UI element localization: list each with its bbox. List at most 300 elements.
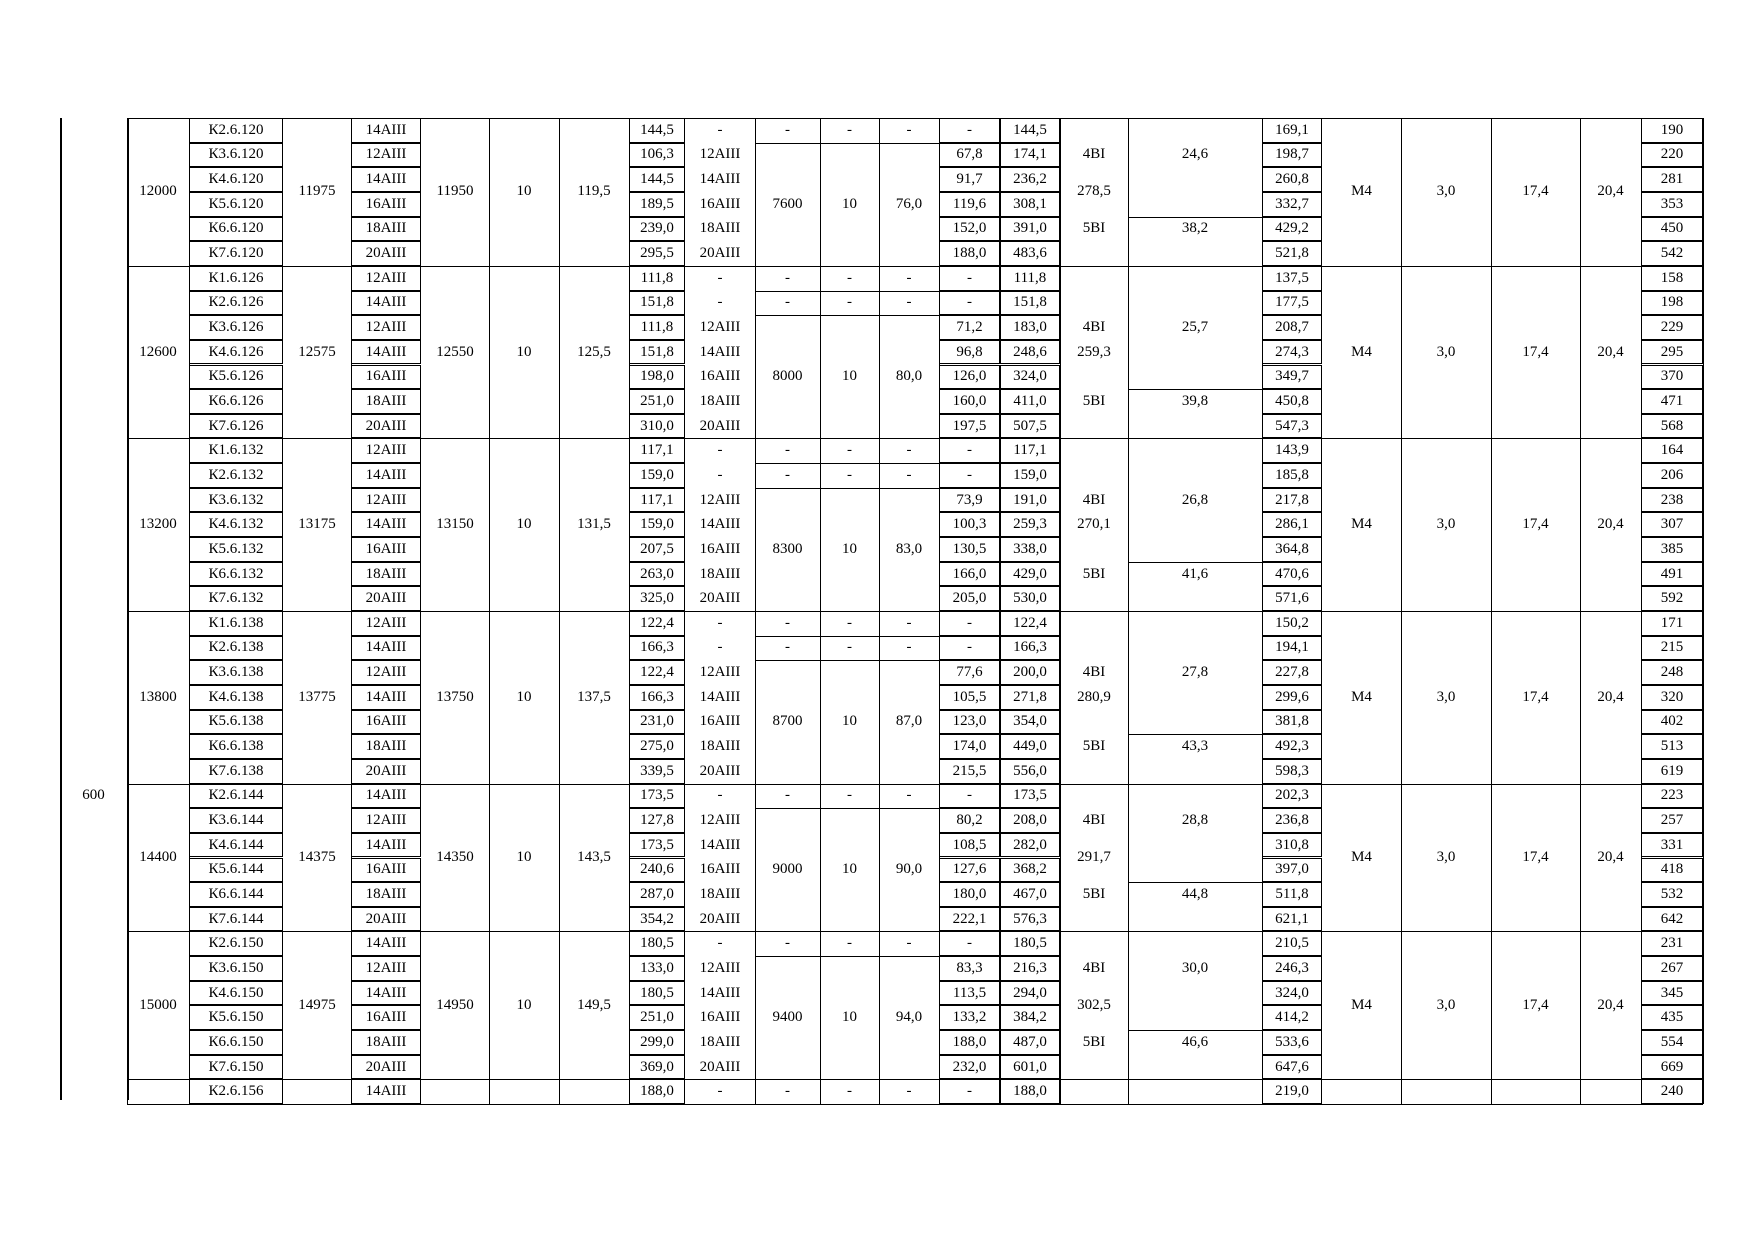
mass-a: 173,5 bbox=[640, 836, 674, 853]
final-mass: 568 bbox=[1660, 417, 1684, 434]
product-mark: К3.6.120 bbox=[208, 146, 264, 163]
main-bar: 12АIII bbox=[365, 442, 407, 459]
main-bar: 18АIII bbox=[365, 220, 407, 237]
total-mass: 450,8 bbox=[1275, 392, 1309, 409]
dash-b: - bbox=[847, 121, 852, 138]
mass-a: 180,5 bbox=[640, 984, 674, 1001]
mass-a: 122,4 bbox=[640, 614, 674, 631]
mass-total: 174,1 bbox=[1013, 146, 1047, 163]
mass-d: - bbox=[967, 1083, 972, 1100]
mass-a: 117,1 bbox=[640, 442, 674, 459]
mass-d: 232,0 bbox=[952, 1058, 987, 1075]
main-bar: 12АIII bbox=[365, 959, 407, 976]
main-bar: 12АIII bbox=[365, 614, 407, 631]
extra-bar: 18АIII bbox=[699, 738, 741, 755]
dash-c: - bbox=[906, 466, 912, 483]
product-mark: К6.6.138 bbox=[208, 738, 264, 755]
total-mass: 219,0 bbox=[1275, 1083, 1309, 1100]
mass-a: 111,8 bbox=[640, 319, 674, 335]
final-mass: 320 bbox=[1660, 688, 1684, 705]
mass-d: 113,5 bbox=[952, 984, 987, 1001]
main-bar: 18АIII bbox=[365, 738, 407, 755]
block-length: 13800 bbox=[139, 688, 177, 705]
product-mark: К1.6.126 bbox=[208, 269, 264, 286]
block-n: 10 bbox=[516, 183, 532, 200]
extra-bar: 16АIII bbox=[699, 861, 741, 878]
mass-d: 133,2 bbox=[952, 1009, 987, 1026]
dash-c: - bbox=[906, 614, 912, 631]
product-mark: К1.6.138 bbox=[208, 614, 264, 631]
mass-d: 160,0 bbox=[952, 392, 987, 409]
product-mark: К5.6.132 bbox=[208, 540, 264, 557]
extra-bar: 18АIII bbox=[699, 565, 741, 582]
final-mass: 353 bbox=[1660, 195, 1684, 212]
final-mass: 450 bbox=[1660, 220, 1684, 237]
dash-a: - bbox=[785, 639, 790, 656]
main-bar: 14АIII bbox=[365, 516, 407, 533]
block-l2: 14350 bbox=[436, 848, 474, 865]
mass-a: 188,0 bbox=[640, 1083, 674, 1100]
block-l1: 13775 bbox=[298, 688, 336, 705]
mass-total: 308,1 bbox=[1013, 195, 1047, 212]
final-mass: 158 bbox=[1660, 269, 1684, 286]
mass-total: 122,4 bbox=[1013, 614, 1047, 631]
dash-row-line bbox=[755, 438, 939, 439]
block-c2: 17,4 bbox=[1522, 343, 1549, 360]
dash-row-line bbox=[755, 118, 939, 119]
final-mass: 471 bbox=[1660, 392, 1684, 409]
extra-bar: - bbox=[717, 787, 723, 804]
product-mark: К2.6.138 bbox=[208, 639, 264, 656]
extra-bar: 20АIII bbox=[699, 245, 741, 262]
total-mass: 571,6 bbox=[1275, 590, 1309, 607]
final-mass: 220 bbox=[1660, 146, 1684, 163]
main-bar: 20АIII bbox=[365, 762, 407, 779]
mass-a: 166,3 bbox=[640, 688, 674, 705]
main-bar: 12АIII bbox=[365, 146, 407, 163]
extra-bar: - bbox=[717, 442, 723, 459]
main-bar: 14АIII bbox=[365, 294, 407, 311]
main-bar: 14АIII bbox=[365, 466, 407, 483]
extra-bar: 12АIII bbox=[699, 319, 741, 335]
block-w1: 30,0 bbox=[1181, 959, 1209, 976]
final-mass: 619 bbox=[1660, 762, 1684, 779]
final-mass: 190 bbox=[1660, 121, 1684, 138]
mass-a: 117,1 bbox=[640, 491, 674, 508]
extra-bar: 16АIII bbox=[699, 195, 741, 212]
mass-d: 96,8 bbox=[956, 343, 983, 360]
final-mass: 295 bbox=[1660, 343, 1684, 360]
dash-c: - bbox=[906, 935, 912, 952]
mass-total: 338,0 bbox=[1013, 540, 1047, 557]
mass-total: 294,0 bbox=[1013, 984, 1047, 1001]
product-mark: К7.6.132 bbox=[208, 590, 264, 607]
product-mark: К7.6.144 bbox=[208, 910, 264, 927]
mass-d: - bbox=[967, 442, 972, 459]
product-mark: К6.6.120 bbox=[208, 220, 264, 237]
total-mass: 185,8 bbox=[1275, 466, 1309, 483]
block-steel-grade: M4 bbox=[1351, 343, 1372, 360]
mass-d: - bbox=[967, 121, 972, 138]
block-l2: 13150 bbox=[436, 516, 474, 533]
final-mass: 418 bbox=[1660, 861, 1684, 878]
column-line bbox=[1401, 118, 1402, 1104]
mass-d: 152,0 bbox=[952, 220, 987, 237]
extra-bar: 16АIII bbox=[699, 540, 741, 557]
block-c1: 3,0 bbox=[1436, 688, 1456, 705]
mass-a: 354,2 bbox=[640, 910, 674, 927]
final-mass: 240 bbox=[1660, 1083, 1684, 1100]
wire-class: 4ВI bbox=[1082, 491, 1106, 508]
block-c1: 3,0 bbox=[1436, 183, 1456, 200]
mass-d: 197,5 bbox=[952, 417, 987, 434]
mass-a: 251,0 bbox=[640, 1009, 674, 1026]
block-v1: 125,5 bbox=[577, 343, 611, 360]
block-length: 12000 bbox=[139, 183, 177, 200]
total-mass: 414,2 bbox=[1275, 1009, 1309, 1026]
product-mark: К2.6.126 bbox=[208, 294, 264, 311]
mass-total: 216,3 bbox=[1013, 959, 1047, 976]
dash-row-line bbox=[755, 291, 939, 292]
dash-a: - bbox=[785, 294, 790, 311]
column-line bbox=[1262, 118, 1263, 1104]
total-mass: 349,7 bbox=[1275, 368, 1309, 385]
dash-row-line bbox=[755, 266, 939, 267]
block-l1: 14975 bbox=[298, 996, 336, 1013]
product-mark: К3.6.138 bbox=[208, 664, 264, 681]
extra-bar: 16АIII bbox=[699, 1009, 741, 1026]
block-n: 10 bbox=[516, 343, 532, 360]
block-mid-a: 8700 bbox=[772, 713, 803, 730]
dash-b: - bbox=[847, 787, 852, 804]
block-c2: 17,4 bbox=[1522, 688, 1549, 705]
block-mid-b: 10 bbox=[842, 713, 857, 730]
mass-total: 200,0 bbox=[1013, 664, 1047, 681]
block-w1: 26,8 bbox=[1181, 491, 1209, 508]
final-mass: 491 bbox=[1660, 565, 1684, 582]
main-bar: 20АIII bbox=[365, 417, 407, 434]
block-mid-b: 10 bbox=[842, 1009, 857, 1026]
w-split-line bbox=[1128, 217, 1262, 218]
product-mark: К5.6.120 bbox=[208, 195, 264, 212]
dash-a: - bbox=[785, 269, 790, 286]
column-line bbox=[1580, 118, 1581, 1104]
column-line bbox=[1128, 118, 1129, 1104]
dash-b: - bbox=[847, 1083, 852, 1100]
extra-bar: 12АIII bbox=[699, 812, 741, 828]
main-bar: 14АIII bbox=[365, 121, 407, 138]
total-mass: 332,7 bbox=[1275, 195, 1309, 212]
main-bar: 18АIII bbox=[365, 1033, 407, 1050]
block-w2: 43,3 bbox=[1181, 738, 1209, 755]
mid-group-top bbox=[755, 143, 939, 144]
extra-bar: 14АIII bbox=[699, 343, 741, 360]
block-mid-a: 9400 bbox=[772, 1009, 803, 1026]
product-mark: К4.6.120 bbox=[208, 171, 264, 188]
final-mass: 542 bbox=[1660, 245, 1684, 262]
dash-a: - bbox=[785, 935, 790, 952]
mass-d: 108,5 bbox=[952, 836, 987, 853]
main-bar: 16АIII bbox=[365, 368, 407, 385]
total-mass: 533,6 bbox=[1275, 1033, 1309, 1050]
mass-d: 222,1 bbox=[952, 910, 987, 927]
block-w1: 25,7 bbox=[1181, 319, 1209, 335]
mid-group-top bbox=[755, 315, 939, 316]
mass-total: 191,0 bbox=[1013, 491, 1047, 508]
main-bar: 16АIII bbox=[365, 1009, 407, 1026]
mass-a: 251,0 bbox=[640, 392, 674, 409]
block-conc: 280,9 bbox=[1077, 688, 1111, 705]
mass-a: 180,5 bbox=[640, 935, 674, 952]
extra-bar: 20АIII bbox=[699, 762, 741, 779]
column-line bbox=[820, 118, 821, 1104]
product-mark: К6.6.132 bbox=[208, 565, 264, 582]
extra-bar: 12АIII bbox=[699, 146, 741, 163]
outer-left-border bbox=[60, 118, 62, 1100]
mass-a: 339,5 bbox=[640, 762, 674, 779]
mass-total: 259,3 bbox=[1013, 516, 1047, 533]
final-mass: 513 bbox=[1660, 738, 1684, 755]
product-mark: К6.6.144 bbox=[208, 885, 264, 902]
wire-class: 5ВI bbox=[1082, 1033, 1106, 1050]
block-conc: 291,7 bbox=[1077, 848, 1111, 865]
mass-d: 130,5 bbox=[952, 540, 987, 557]
block-length: 14400 bbox=[139, 848, 177, 865]
block-v1: 143,5 bbox=[577, 848, 611, 865]
product-mark: К4.6.150 bbox=[208, 984, 264, 1001]
mass-total: 467,0 bbox=[1013, 885, 1047, 902]
wire-class: 5ВI bbox=[1082, 885, 1106, 902]
main-bar: 14АIII bbox=[365, 343, 407, 360]
total-mass: 210,5 bbox=[1275, 935, 1309, 952]
product-mark: К3.6.126 bbox=[208, 319, 264, 335]
mass-total: 601,0 bbox=[1013, 1058, 1047, 1075]
product-mark: К2.6.132 bbox=[208, 466, 264, 483]
mass-total: 180,5 bbox=[1013, 935, 1047, 952]
final-mass: 592 bbox=[1660, 590, 1684, 607]
block-w2: 38,2 bbox=[1181, 220, 1209, 237]
mass-total: 483,6 bbox=[1013, 245, 1047, 262]
extra-bar: 16АIII bbox=[699, 713, 741, 730]
mass-d: 80,2 bbox=[956, 812, 983, 828]
block-mid-b: 10 bbox=[842, 861, 857, 878]
wire-class: 4ВI bbox=[1082, 319, 1106, 335]
total-mass: 621,1 bbox=[1275, 910, 1309, 927]
outer-width-value: 600 bbox=[82, 787, 105, 804]
final-mass: 231 bbox=[1660, 935, 1684, 952]
w-split-line bbox=[1128, 562, 1262, 563]
mass-a: 151,8 bbox=[640, 294, 674, 311]
mass-total: 354,0 bbox=[1013, 713, 1047, 730]
mass-total: 117,1 bbox=[1013, 442, 1047, 459]
mass-a: 106,3 bbox=[640, 146, 674, 163]
product-mark: К2.6.144 bbox=[208, 787, 264, 804]
table-bottom-partial bbox=[127, 1104, 1703, 1105]
block-c2: 17,4 bbox=[1522, 516, 1549, 533]
mass-a: 133,0 bbox=[640, 959, 674, 976]
extra-bar: 20АIII bbox=[699, 590, 741, 607]
block-n: 10 bbox=[516, 848, 532, 865]
block-length: 15000 bbox=[139, 996, 177, 1013]
block-w1: 28,8 bbox=[1181, 812, 1209, 828]
total-mass: 547,3 bbox=[1275, 417, 1309, 434]
dash-c: - bbox=[906, 1083, 912, 1100]
product-mark: К4.6.126 bbox=[208, 343, 264, 360]
total-mass: 274,3 bbox=[1275, 343, 1309, 360]
total-mass: 598,3 bbox=[1275, 762, 1309, 779]
column-line bbox=[559, 118, 560, 1104]
block-v1: 119,5 bbox=[577, 183, 611, 200]
dash-a: - bbox=[785, 614, 790, 631]
dash-row-line bbox=[755, 636, 939, 637]
extra-bar: - bbox=[717, 614, 723, 631]
final-mass: 281 bbox=[1660, 171, 1684, 188]
final-mass: 229 bbox=[1660, 319, 1684, 335]
total-mass: 260,8 bbox=[1275, 171, 1309, 188]
mass-a: 369,0 bbox=[640, 1058, 674, 1075]
final-mass: 307 bbox=[1660, 516, 1684, 533]
mass-d: 73,9 bbox=[956, 491, 983, 508]
dash-a: - bbox=[785, 466, 790, 483]
block-n: 10 bbox=[516, 996, 532, 1013]
total-mass: 299,6 bbox=[1275, 688, 1309, 705]
block-c2: 17,4 bbox=[1522, 183, 1549, 200]
wire-class: 4ВI bbox=[1082, 664, 1106, 681]
product-mark: К5.6.126 bbox=[208, 368, 264, 385]
mass-a: 151,8 bbox=[640, 343, 674, 360]
final-mass: 435 bbox=[1660, 1009, 1684, 1026]
block-v1: 149,5 bbox=[577, 996, 611, 1013]
extra-bar: - bbox=[717, 639, 723, 656]
dash-c: - bbox=[906, 121, 912, 138]
wire-class: 4ВI bbox=[1082, 812, 1106, 828]
mass-total: 384,2 bbox=[1013, 1009, 1047, 1026]
product-mark: К4.6.132 bbox=[208, 516, 264, 533]
mass-a: 231,0 bbox=[640, 713, 674, 730]
block-c3: 20,4 bbox=[1597, 848, 1624, 865]
final-mass: 238 bbox=[1660, 491, 1684, 508]
mass-d: 83,3 bbox=[956, 959, 983, 976]
final-mass: 206 bbox=[1660, 466, 1684, 483]
block-v1: 137,5 bbox=[577, 688, 611, 705]
block-l1: 11975 bbox=[298, 183, 336, 200]
extra-bar: 18АIII bbox=[699, 885, 741, 902]
extra-bar: - bbox=[717, 121, 723, 138]
block-n: 10 bbox=[516, 516, 532, 533]
product-mark: К7.6.126 bbox=[208, 417, 264, 434]
mass-total: 324,0 bbox=[1013, 368, 1047, 385]
extra-bar: 18АIII bbox=[699, 1033, 741, 1050]
extra-bar: - bbox=[717, 1083, 723, 1100]
block-mid-b: 10 bbox=[842, 540, 857, 557]
main-bar: 20АIII bbox=[365, 910, 407, 927]
main-bar: 12АIII bbox=[365, 491, 407, 508]
main-bar: 14АIII bbox=[365, 984, 407, 1001]
extra-bar: 14АIII bbox=[699, 688, 741, 705]
mass-d: 180,0 bbox=[952, 885, 987, 902]
total-mass: 177,5 bbox=[1275, 294, 1309, 311]
dash-a: - bbox=[785, 121, 790, 138]
block-mid-c: 87,0 bbox=[895, 713, 923, 730]
dash-row-line bbox=[755, 611, 939, 612]
block-conc: 302,5 bbox=[1077, 996, 1111, 1013]
block-l1: 13175 bbox=[298, 516, 336, 533]
block-c3: 20,4 bbox=[1597, 996, 1624, 1013]
block-length: 12600 bbox=[139, 343, 177, 360]
dash-b: - bbox=[847, 935, 852, 952]
main-bar: 14АIII bbox=[365, 787, 407, 804]
wire-class: 5ВI bbox=[1082, 565, 1106, 582]
total-mass: 492,3 bbox=[1275, 738, 1309, 755]
column-line bbox=[879, 118, 880, 1104]
total-mass: 310,8 bbox=[1275, 836, 1309, 853]
total-mass: 137,5 bbox=[1275, 269, 1309, 286]
mass-d: - bbox=[967, 787, 972, 804]
dash-c: - bbox=[906, 787, 912, 804]
w-split-line bbox=[1128, 882, 1262, 883]
mass-total: 183,0 bbox=[1013, 319, 1047, 335]
column-line bbox=[127, 118, 128, 1104]
block-c3: 20,4 bbox=[1597, 343, 1624, 360]
main-bar: 12АIII bbox=[365, 319, 407, 335]
block-mid-c: 76,0 bbox=[895, 195, 923, 212]
mass-a: 127,8 bbox=[640, 812, 674, 828]
mass-a: 275,0 bbox=[640, 738, 674, 755]
dash-c: - bbox=[906, 442, 912, 459]
product-mark: К2.6.120 bbox=[208, 121, 264, 138]
block-steel-grade: M4 bbox=[1351, 516, 1372, 533]
mass-a: 111,8 bbox=[640, 269, 674, 286]
mass-total: 151,8 bbox=[1013, 294, 1047, 311]
mass-a: 198,0 bbox=[640, 368, 674, 385]
block-c1: 3,0 bbox=[1436, 343, 1456, 360]
main-bar: 16АIII bbox=[365, 195, 407, 212]
dash-b: - bbox=[847, 442, 852, 459]
block-w2: 39,8 bbox=[1181, 392, 1209, 409]
extra-bar: 14АIII bbox=[699, 836, 741, 853]
product-mark: К2.6.156 bbox=[208, 1083, 264, 1100]
total-mass: 194,1 bbox=[1275, 639, 1309, 656]
mass-a: 189,5 bbox=[640, 195, 674, 212]
mass-total: 111,8 bbox=[1013, 269, 1047, 286]
block-w2: 44,8 bbox=[1181, 885, 1209, 902]
block-steel-grade: M4 bbox=[1351, 996, 1372, 1013]
block-c1: 3,0 bbox=[1436, 848, 1456, 865]
mass-a: 287,0 bbox=[640, 885, 674, 902]
block-c3: 20,4 bbox=[1597, 516, 1624, 533]
block-c2: 17,4 bbox=[1522, 996, 1549, 1013]
extra-bar: 18АIII bbox=[699, 392, 741, 409]
mid-group-top bbox=[755, 808, 939, 809]
mass-total: 159,0 bbox=[1013, 466, 1047, 483]
product-mark: К7.6.150 bbox=[208, 1058, 264, 1075]
main-bar: 14АIII bbox=[365, 171, 407, 188]
mass-total: 368,2 bbox=[1013, 861, 1047, 878]
block-steel-grade: M4 bbox=[1351, 688, 1372, 705]
block-mid-c: 80,0 bbox=[895, 368, 923, 385]
wire-class: 5ВI bbox=[1082, 220, 1106, 237]
wire-class: 5ВI bbox=[1082, 392, 1106, 409]
extra-bar: - bbox=[717, 466, 723, 483]
block-mid-c: 90,0 bbox=[895, 861, 923, 878]
block-conc: 278,5 bbox=[1077, 183, 1111, 200]
product-mark: К5.6.144 bbox=[208, 861, 264, 878]
column-line bbox=[629, 118, 630, 1104]
column-line bbox=[1491, 118, 1492, 1104]
dash-a: - bbox=[785, 1083, 790, 1100]
block-n: 10 bbox=[516, 688, 532, 705]
block-c3: 20,4 bbox=[1597, 688, 1624, 705]
